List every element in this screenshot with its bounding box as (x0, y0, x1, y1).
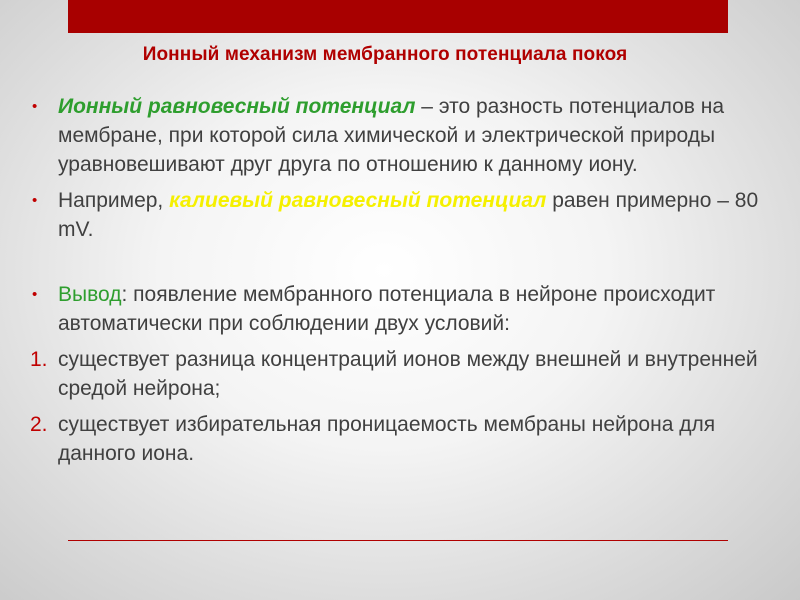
term-equilibrium-potential: Ионный равновесный потенциал (58, 95, 416, 118)
bullet-item (30, 92, 780, 179)
number-marker: 2. (30, 413, 48, 436)
number-marker: 1. (30, 348, 48, 371)
term-conclusion: Вывод (58, 283, 122, 306)
slide-title: Ионный механизм мембранного потенциала покоя (142, 44, 628, 65)
bullet-text: – это разность потенциалов на мембране, при которой сила химической и электрической природы уравновешивают друг друга по отношению к данному иону. (58, 95, 725, 176)
term-potassium-potential: калиевый равновесный потенциал (169, 189, 547, 212)
title-accent-bar (68, 0, 728, 33)
bullet-item (30, 186, 780, 244)
bullet-text: : появление мембранного потенциала в нейроне происходит автоматически при соблюдении двух условий: (58, 283, 716, 335)
bullet-prefix: Например, (58, 189, 170, 212)
bullet-text: равен примерно – 80 mV. (58, 189, 759, 241)
bullet-marker: • (32, 98, 38, 115)
numbered-text: существует разница концентраций ионов между внешней и внутренней средой нейрона; (58, 348, 758, 400)
bullet-marker: • (32, 192, 38, 209)
numbered-item (30, 410, 780, 468)
slide-content (30, 92, 780, 468)
numbered-text: существует избирательная проницаемость мембраны нейрона для данного иона. (58, 413, 716, 465)
bullet-item (30, 280, 780, 338)
numbered-item (30, 345, 780, 403)
bullet-marker: • (32, 286, 38, 303)
bottom-divider (68, 540, 728, 541)
